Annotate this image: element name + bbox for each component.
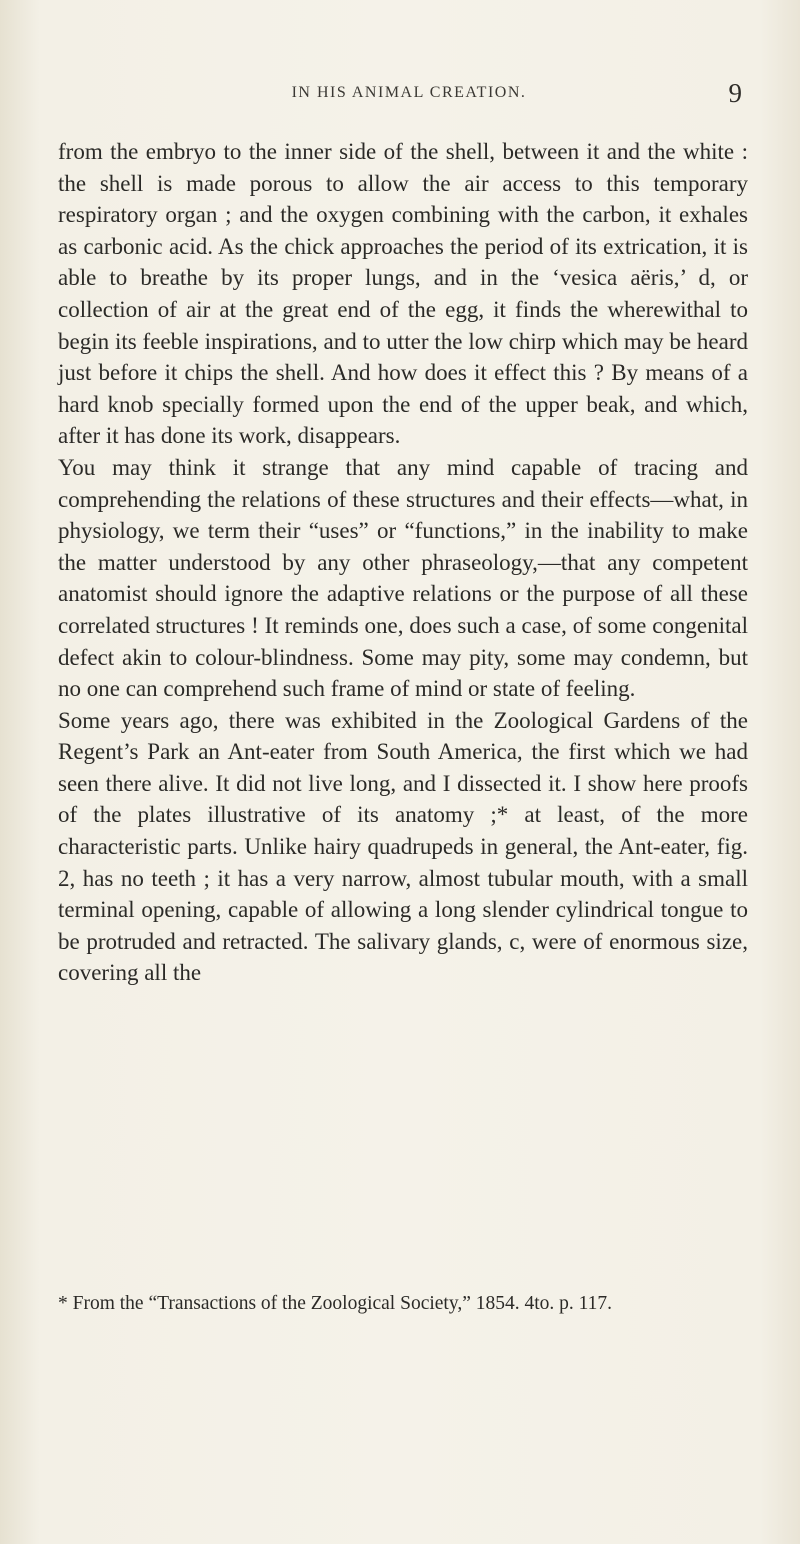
footnote-text: * From the “Transactions of the Zoological Society,” 1854. 4to. p. 117. <box>58 1293 613 1314</box>
page-number: 9 <box>728 78 742 108</box>
footnote <box>58 1291 748 1317</box>
paragraph-1: from the embryo to the inner side of the shell, between it and the white : the shell is made porous to allow the air access to this temporary respiratory organ ; and the oxygen combining with the carbon, it exhales as carbonic acid. As the chick approaches the period of its extrication, it is able to breathe by its proper lungs, and in the ‘vesica aëris,’ d, or collection of air at the great end of the egg, it finds the wherewithal to begin its feeble inspirations, and to utter the low chirp which may be heard just before it chips the shell. And how does it effect this ? By means of a hard knob specially formed upon the end of the upper beak, and which, after it has done its work, disappears. <box>58 139 748 449</box>
running-head: IN HIS ANIMAL CREATION. <box>291 84 527 101</box>
paragraph-3: Some years ago, there was exhibited in the Zoological Gardens of the Regent’s Park an Ant-eater from South America, the first which we had seen there alive. It did not live long, and I dissected it. I show here proofs of the plates illustrative of its anatomy ;* at least, of the more characteristic parts. Unlike hairy quadrupeds in general, the Ant-eater, fig. 2, has no teeth ; it has a very narrow, almost tubular mouth, with a small terminal opening, capable of allowing a long slender cylindrical tongue to be protruded and retracted. The salivary glands, c, were of enormous size, covering all the <box>58 707 748 986</box>
paragraph-2: You may think it strange that any mind capable of tracing and comprehending the relations of these structures and their effects—what, in physiology, we term their “uses” or “functions,” in the inability to make the matter understood by any other phraseology,—that any competent anatomist should ignore the adaptive relations or the purpose of all these correlated structures ! It reminds one, does such a case, of some congenital defect akin to colour-blindness. Some may pity, some may condemn, but no one can comprehend such frame of mind or state of feeling. <box>58 454 748 702</box>
page-header <box>0 78 800 118</box>
body-text <box>58 136 748 989</box>
